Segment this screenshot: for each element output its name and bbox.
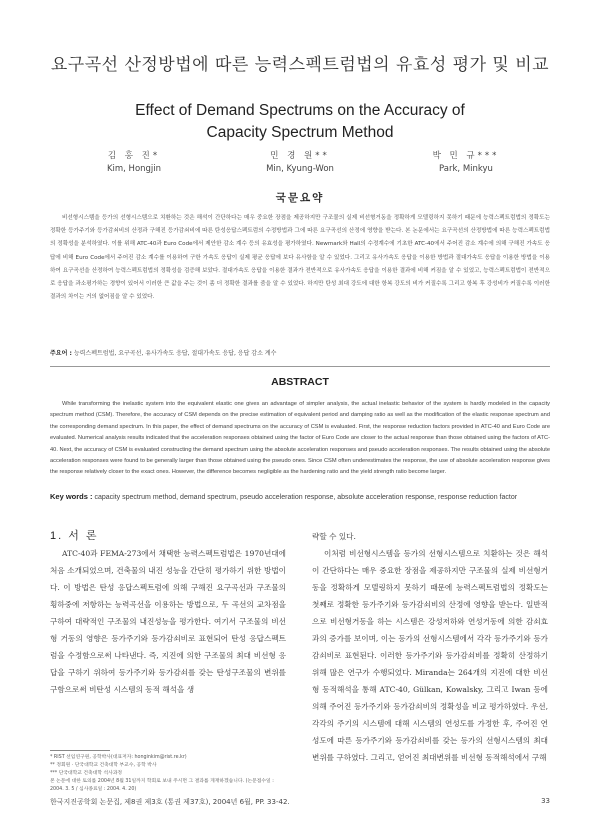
author-name-en: Kim, Hongjin [106,164,162,174]
keywords-ko-label: 주요어 : [50,350,72,357]
author-list [0,150,600,176]
keywords-ko-text: 능력스펙트럼법, 요구곡선, 유사가속도 응답, 절대가속도 응답, 응답 감소 계수 [73,350,277,357]
body-paragraph: 략할 수 있다. [312,532,356,541]
page-footer [50,797,550,807]
author-name-ko: 박 민 규*** [432,151,500,161]
body-paragraph: 이처럼 비선형시스템을 등가의 선형시스템으로 치환하는 것은 해석이 간단하다는 매우 중요한 장점을 제공하지만 구조물의 실제 비선형거동을 정확하게 모델링하지 못하기 때문에 능력스펙트럼법의 정확도는 첫째로 정확한 등가주기와 등가감쇠비의 산정에 영향을 받는다. 일반적으로 비선형거동을 하는 시스템은 강성저하와 연성거동에 의한 감쇠효과의 증가를 보이며, 이는 등가의 선형시스템에서 각각 등가주기와 등가감쇠비로 표현된다. 이러한 등가주기와 등가감쇠비를 정확히 산정하기 위해 많은 연구가 수행되었다. Miranda는 264개의 지진에 대한 비선형 동적해석을 통해 ATC-40, Gülkan, Kowalsky, 그리고 Iwan 등에 의해 주어진 등가주기와 등가감쇠비의 정확성을 비교 평가하였다. 우선, 각각의 주기의 시스템에 대해 시스템의 연성도를 가정한 후, 주어진 연성도에 따른 등가주기와 등가감쇠비를 갖는 등가의 선형시스템의 최대변위를 구하였다. 그리고, 얻어진 최대변위를 비선형 동적해석에서 구해 [312,549,548,762]
footnote: 본 논문에 대한 토의를 2004년 8월 31일까지 학회로 보내 주시면 그 결과를 게재하겠습니다. (논문접수일 : 2004. 3. 5 / 심사종료일 : 2004. 4. 20) [50,779,274,792]
keywords-ko [50,348,550,357]
author-name-ko: 민 경 원** [270,151,330,161]
author [79,150,189,176]
footnote: *** 단국대학교 건축대학 석사과정 [50,771,123,776]
title-korean: 요구곡선 산정방법에 따른 능력스펙트럼법의 유효성 평가 및 비교 [50,55,550,75]
page-number: 33 [541,797,550,805]
journal-citation: 한국지진공학회 논문집, 제8권 제3호 (통권 제37호), 2004년 6월, PP. 33-42. [50,798,290,806]
body-column-right [312,528,548,766]
abstract-en-body: While transforming the inelastic system into the equivalent elastic one gives an advantage of simpler analysis, the actual inelastic behavior of the system is hardly modeled in the capacity spectrum method (CSM). Therefore, the accuracy of CSM depends on the precise estimation of equivalent period and damping ratio as well as the modification of the elastic response spectrum and the corresponding demand spectrum. In this paper, the effect of demand spectrums on the accuracy of CSM is evaluated. First, the response reduction factors provided in ATC-40 and Euro Code are evaluated. Numerical analysis results indicated that the acceleration responses obtained using the factor of Euro Code are closer to the actual response than those obtained using the factors of ATC-40. Next, the accuracy of CSM is evaluated constructing the demand spectrum using the absolute acceleration responses and pseudo acceleration responses. The results obtained using the absolute acceleration responses were found to be generally larger than those obtained using the pseudo ones. Since CSM often underestimates the response, the use of absolute acceleration response gives the response relatively closer to the exact ones. However, the difference becomes negligible as the hardening ratio and the yield strength ratio become larger. [50,401,550,476]
title-english [0,100,600,144]
body-paragraph: ATC-40과 FEMA-273에서 채택한 능력스펙트럼법은 1970년대에 처음 소개되었으며, 건축물의 내진 성능을 간단히 평가하기 위한 방법이다. 이 방법은 탄성 응답스펙트럼에 의해 구해진 요구곡선과 구조물의 횡하중에 저항하는 능력곡선을 이용하는 방법으로, 두 곡선의 교차점을 구하여 대략적인 구조물의 내진성능을 평가한다. 여기서 구조물의 비선형 거동의 영향은 등가주기와 등가감쇠비로 표현되어 탄성 응답스펙트럼을 수정함으로써 나타낸다. 즉, 지진에 의한 구조물의 최대 비선형 응답을 구하기 위하여 등가주기와 등가감쇠를 갖는 탄성구조물의 변위를 구함으로써 비탄성 시스템의 동적 해석을 생 [50,549,286,694]
footnotes [50,750,286,794]
footnote: * RIST 선임연구원, 공학박사(대표저자: honginkim@rist.re.kr) [50,755,187,760]
author-name-en: Park, Minkyu [439,164,493,174]
author-name-ko: 김 홍 진* [107,151,161,161]
author [245,150,355,176]
title-english-line2: Capacity Spectrum Method [206,124,394,141]
divider [50,366,550,367]
footnote-rule [50,750,110,751]
author [411,150,521,176]
footnote: ** 정회원 · 단국대학교 건축대학 부교수, 공학 박사 [50,763,157,768]
title-english-line1: Effect of Demand Spectrums on the Accuracy of [135,102,465,119]
abstract-ko-body: 비선형시스템을 등가의 선형시스템으로 치환하는 것은 해석이 간단하다는 매우 중요한 장점을 제공하지만 구조물의 실제 비선형거동을 정확하게 모델링하지 못하기 때문에 능력스펙트럼법의 정확도는 정확한 등가주기와 등가감쇠비의 산정과 구해진 등가감쇠비에 따른 탄성응답스펙트럼의 수정방법과 그에 따른 요구곡선의 산정에 영향을 받는다. 본 논문에서는 요구곡선의 산정방법에 따른 능력스펙트럼법의 정확성을 분석하였다. 이를 위해 ATC-40과 Euro Code에서 제안한 감소 계수 등의 유효성을 평가하였다. Newmark와 Hall의 수정계수에 기초한 ATC-40에서 주어진 감소 계수에 의해 구해진 가속도 응답에 비해 Euro Code에서 주어진 감소 계수를 이용하여 구한 가속도 응답이 실제 평균 응답에 보다 유사함을 알 수 있었다. 그리고 유사가속도 응답을 이용한 방법과 절대가속도 응답을 이용한 방법을 이용하여 요구곡선을 산정하여 능력스펙트럼법의 정확성을 검증해 보았다. 절대가속도 응답을 이용한 결과가 전반적으로 유사가속도 응답을 이용한 결과에 비해 커짐을 알 수 있었고, 능력스펙트럼법이 전반적으로 응답을 과소평가하는 경향이 있어서 이러한 큰 값을 주는 것이 좀 더 정확한 결과를 줌을 알 수 있었다. 하지만 탄성 최대 강도에 대한 항복 강도의 비가 커질수록 그리고 항복 후 강성비가 커질수록 이러한 결과의 차이는 거의 없어짐을 알 수 있었다. [50,215,550,301]
keywords-en [50,491,550,504]
author-name-en: Min, Kyung-Won [266,164,334,174]
abstract-en-heading: ABSTRACT [271,376,329,388]
abstract-ko-heading: 국문요약 [275,192,325,204]
keywords-en-label: Key words : [50,492,93,501]
body-column-left [50,528,286,698]
keywords-en-text: capacity spectrum method, demand spectrum, pseudo acceleration response, absolute acceleration response, response reduction factor [94,494,518,501]
section-heading-introduction: 1. 서 론 [50,530,99,542]
